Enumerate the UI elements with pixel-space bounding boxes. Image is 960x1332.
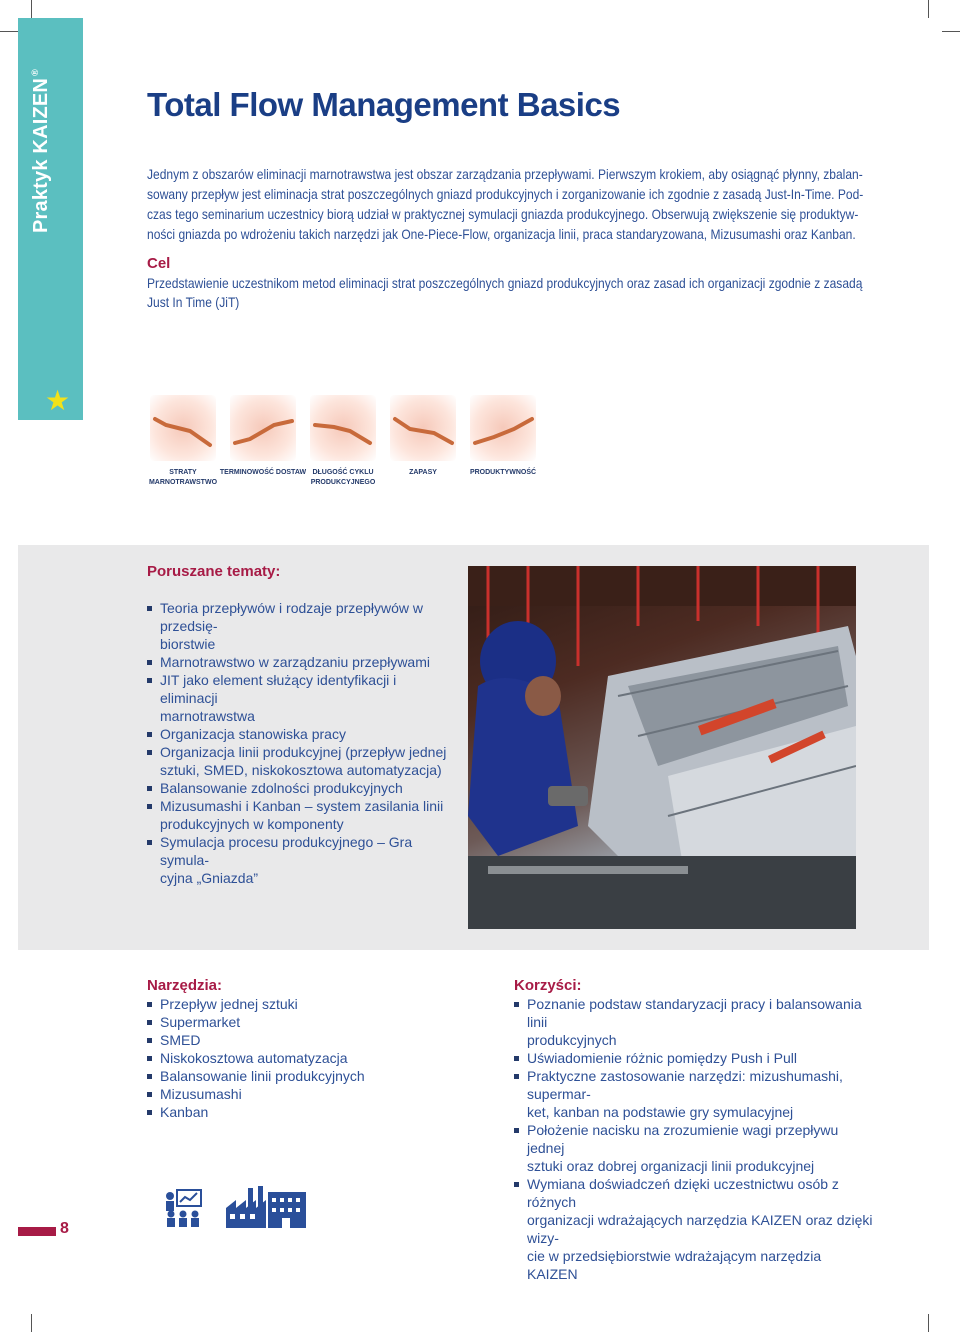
training-icon (163, 1188, 203, 1228)
list-item: Organizacja stanowiska pracy (147, 725, 457, 743)
list-item: Kanban (147, 1103, 477, 1121)
list-item: Mizusumashi i Kanban – system zasilania linii produkcyjnych w komponenty (147, 797, 457, 833)
crop-mark (942, 31, 960, 32)
crop-mark (31, 0, 32, 18)
list-item: Wymiana doświadczeń dzięki uczestnictwu osób z różnych organizacji wdrażających narzędzia KAIZEN oraz dzięki wizy- cie w przedsiębiorstwie wdrażającym narzędzia KAIZEN (514, 1175, 874, 1283)
list-item: Supermarket (147, 1013, 477, 1031)
list-item: Mizusumashi (147, 1085, 477, 1103)
side-banner (18, 18, 83, 420)
star-icon: ★ (45, 385, 71, 416)
intro-paragraph: Jednym z obszarów eliminacji marnotrawstwa jest obszar zarządzania przepływami. Pierwszym krokiem, aby osiągnąć płynny, zbalan- sowany przepływ jest eliminacja strat poszczególnych gniazd produkcyjnych i zorganizowanie ich zgodnie z zasadą Just-In-Time. Pod- czas tego seminarium uczestnicy biorą udział w praktycznej symulacji gniazda produkcyjnego. Obserwują zwiększenie się produktyw- ności gniazda po wdrożeniu takich narzędzi jak One-Piece-Flow, organizacja linii, praca standaryzowana, Mizusumashi oraz Kanban. (147, 166, 864, 242)
car-assembly-illustration (468, 566, 856, 929)
indicator-label: TERMINOWOŚĆ DOSTAW (219, 469, 307, 476)
list-item: Przepływ jednej sztuki (147, 995, 477, 1013)
indicator-tile-stock (390, 395, 456, 461)
indicator-label: STRATY MARNOTRAWSTWO (148, 469, 218, 486)
topics-list (147, 599, 457, 887)
crop-mark (0, 31, 18, 32)
list-item: Symulacja procesu produkcyjnego – Gra symula- cyjna „Gniazda” (147, 833, 457, 887)
tools-list (147, 995, 477, 1121)
factory-icon (226, 1186, 306, 1228)
factory-photo (468, 566, 856, 929)
indicator-label: ZAPASY (409, 469, 437, 476)
goal-heading: Cel (147, 255, 171, 272)
page-number: 8 (60, 1220, 69, 1237)
crop-mark (31, 1314, 32, 1332)
page-number-bar (18, 1227, 56, 1236)
side-banner-title: Praktyk KAIZEN® (30, 69, 52, 233)
crop-mark (928, 1314, 929, 1332)
tools-heading: Narzędzia: (147, 977, 223, 994)
list-item: Niskokosztowa automatyzacja (147, 1049, 477, 1067)
benefits-heading: Korzyści: (514, 977, 582, 994)
indicator-tile-productivity (470, 395, 536, 461)
page-title: Total Flow Management Basics (147, 86, 621, 123)
list-item: Teoria przepływów i rodzaje przepływów w przedsię- biorstwie (147, 599, 457, 653)
benefits-list (514, 995, 874, 1283)
list-item: Marnotrawstwo w zarządzaniu przepływami (147, 653, 457, 671)
list-item: Poznanie podstaw standaryzacji pracy i balansowania linii produkcyjnych (514, 995, 874, 1049)
trend-up-icon (470, 395, 536, 461)
list-item: JIT jako element służący identyfikacji i eliminacji marnotrawstwa (147, 671, 457, 725)
trend-down-icon (310, 395, 376, 461)
trend-down-icon (390, 395, 456, 461)
indicator-label: DŁUGOŚĆ CYKLU PRODUKCYJNEGO (310, 469, 376, 486)
list-item: Uświadomienie różnic pomiędzy Push i Pull (514, 1049, 874, 1067)
trend-up-icon (230, 395, 296, 461)
indicator-tile-waste (150, 395, 216, 461)
topics-heading: Poruszane tematy: (147, 563, 281, 580)
indicator-tile-delivery (230, 395, 296, 461)
list-item: Położenie nacisku na zrozumienie wagi przepływu jednej sztuki oraz dobrej organizacji linii produkcyjnej (514, 1121, 874, 1175)
trend-down-icon (150, 395, 216, 461)
goal-text: Przedstawienie uczestnikom metod eliminacji strat poszczególnych gniazd produkcyjnych oraz zasad ich organizacji zgodnie z zasadą Just In Time (JiT) (147, 275, 863, 310)
list-item: Balansowanie linii produkcyjnych (147, 1067, 477, 1085)
crop-mark (928, 0, 929, 18)
list-item: SMED (147, 1031, 477, 1049)
list-item: Balansowanie zdolności produkcyjnych (147, 779, 457, 797)
list-item: Organizacja linii produkcyjnej (przepływ jednej sztuki, SMED, niskokosztowa automatyzacja) (147, 743, 457, 779)
indicator-tile-cycle (310, 395, 376, 461)
list-item: Praktyczne zastosowanie narzędzi: mizushumashi, supermar- ket, kanban na podstawie gry symulacyjnej (514, 1067, 874, 1121)
indicator-label: PRODUKTYWNOŚĆ (469, 469, 537, 476)
